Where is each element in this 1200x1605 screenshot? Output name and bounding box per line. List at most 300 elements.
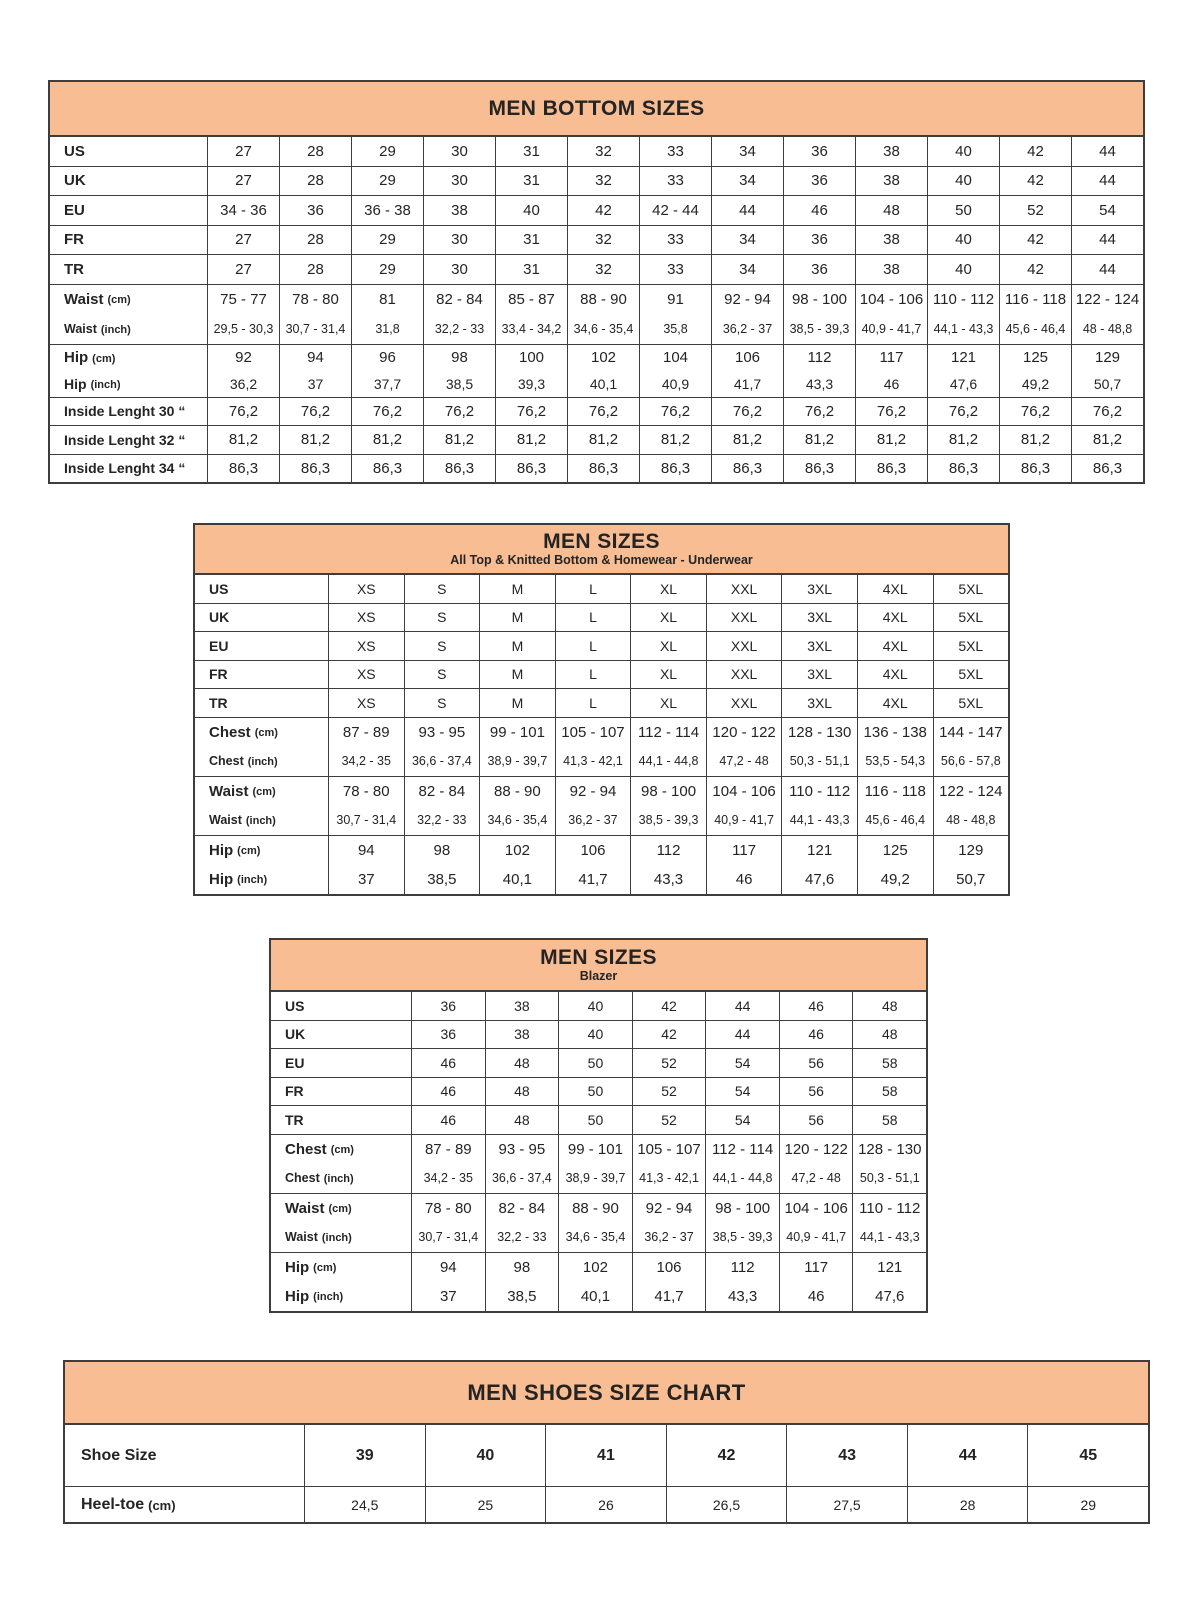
size-cell: 125 xyxy=(999,345,1071,371)
size-cell: 78 - 80 xyxy=(279,285,351,315)
size-cell: 46 xyxy=(779,1282,853,1311)
size-cell: 30,7 - 31,4 xyxy=(411,1223,485,1252)
size-cell: 82 - 84 xyxy=(423,285,495,315)
size-cell: 128 - 130 xyxy=(781,718,857,747)
table-title: MEN SIZES xyxy=(540,945,657,969)
size-cell: XXL xyxy=(706,661,782,689)
size-cell: 40,9 - 41,7 xyxy=(855,314,927,344)
row-label: UK xyxy=(209,609,230,626)
size-cell: 33 xyxy=(639,137,711,166)
size-cell: 78 - 80 xyxy=(411,1194,485,1223)
size-cell: 42 xyxy=(999,137,1071,166)
size-cell: 41,7 xyxy=(632,1282,706,1311)
size-cell: 29 xyxy=(351,255,423,284)
size-cell: 81,2 xyxy=(927,426,999,454)
size-cell: 28 xyxy=(279,226,351,255)
size-cell: 48 xyxy=(852,1021,926,1049)
size-cell: 122 - 124 xyxy=(1071,285,1143,315)
blazer-row-hip-cm xyxy=(271,1252,926,1282)
size-cell: 46 xyxy=(855,371,927,397)
size-cell: 81,2 xyxy=(567,426,639,454)
size-cell: 45,6 - 46,4 xyxy=(999,314,1071,344)
tops-row-waist-inch xyxy=(195,806,1008,835)
size-cell: 5XL xyxy=(933,689,1009,717)
size-cell: 5XL xyxy=(933,604,1009,632)
size-cell: 44,1 - 43,3 xyxy=(927,314,999,344)
size-cell: 87 - 89 xyxy=(328,718,404,747)
size-cell: 36,2 xyxy=(207,371,279,397)
size-cell: 104 xyxy=(639,345,711,371)
size-cell: XS xyxy=(328,575,404,603)
size-cell: 105 - 107 xyxy=(555,718,631,747)
size-cell: 76,2 xyxy=(783,398,855,426)
size-cell: XXL xyxy=(706,689,782,717)
size-cell: 4XL xyxy=(857,689,933,717)
size-cell: S xyxy=(404,632,480,660)
size-cell: L xyxy=(555,661,631,689)
size-cell: 86,3 xyxy=(423,455,495,483)
tops-row-hip-cm xyxy=(195,835,1008,865)
size-cell: 34 - 36 xyxy=(207,196,279,225)
size-cell: M xyxy=(479,575,555,603)
size-cell: 4XL xyxy=(857,661,933,689)
size-cell: 32 xyxy=(567,226,639,255)
size-cell: 92 - 94 xyxy=(632,1194,706,1223)
size-cell: 47,2 - 48 xyxy=(779,1164,853,1193)
size-cell: 76,2 xyxy=(999,398,1071,426)
size-cell: XL xyxy=(630,632,706,660)
row-label: Hip (cm) xyxy=(64,349,116,366)
size-cell: 96 xyxy=(351,345,423,371)
blazer-row-eu xyxy=(271,1048,926,1077)
table-subtitle: All Top & Knitted Bottom & Homewear - Underwear xyxy=(450,553,753,568)
bottoms-row-tr xyxy=(50,254,1143,284)
size-cell: 34 xyxy=(711,137,783,166)
blazer-row-chest-inch xyxy=(271,1164,926,1193)
size-cell: 5XL xyxy=(933,661,1009,689)
size-cell: 106 xyxy=(632,1253,706,1282)
blazer-row-chest-cm xyxy=(271,1134,926,1164)
size-cell: 34 xyxy=(711,255,783,284)
table-body xyxy=(65,1425,1148,1522)
size-cell: S xyxy=(404,604,480,632)
size-cell: 47,6 xyxy=(927,371,999,397)
size-cell: 100 xyxy=(495,345,567,371)
size-cell: 102 xyxy=(567,345,639,371)
size-cell: 81,2 xyxy=(783,426,855,454)
size-cell: 36 xyxy=(783,255,855,284)
size-cell: 45,6 - 46,4 xyxy=(857,806,933,835)
size-cell: 110 - 112 xyxy=(852,1194,926,1223)
size-cell: 39,3 xyxy=(495,371,567,397)
size-cell: 81,2 xyxy=(423,426,495,454)
size-cell: M xyxy=(479,661,555,689)
size-cell: 32 xyxy=(567,255,639,284)
size-cell: 91 xyxy=(639,285,711,315)
size-cell: 36 xyxy=(279,196,351,225)
size-cell: 36,2 - 37 xyxy=(555,806,631,835)
size-cell: 86,3 xyxy=(639,455,711,483)
size-cell: 76,2 xyxy=(423,398,495,426)
size-cell: 98 xyxy=(485,1253,559,1282)
size-cell: 33 xyxy=(639,167,711,196)
size-cell: 40,1 xyxy=(479,865,555,894)
bottoms-row-waist-inch xyxy=(50,314,1143,344)
table-body xyxy=(195,575,1008,894)
size-cell: 29 xyxy=(351,167,423,196)
size-cell: 40 xyxy=(558,992,632,1020)
size-cell: 94 xyxy=(279,345,351,371)
size-cell: 25 xyxy=(425,1487,546,1522)
row-label: Waist (inch) xyxy=(64,321,131,336)
size-cell: 40 xyxy=(558,1021,632,1049)
size-cell: 44 xyxy=(1071,255,1143,284)
table-header xyxy=(50,82,1143,137)
size-cell: 40 xyxy=(927,255,999,284)
size-cell: 42 xyxy=(632,992,706,1020)
size-cell: 112 - 114 xyxy=(705,1135,779,1164)
size-cell: 27 xyxy=(207,226,279,255)
size-cell: 47,6 xyxy=(852,1282,926,1311)
size-cell: 86,3 xyxy=(279,455,351,483)
size-cell: 112 xyxy=(630,836,706,865)
size-cell: 82 - 84 xyxy=(404,777,480,806)
size-cell: 56 xyxy=(779,1049,853,1077)
size-cell: 81,2 xyxy=(855,426,927,454)
row-label: Waist (cm) xyxy=(209,782,276,800)
size-cell: 88 - 90 xyxy=(567,285,639,315)
size-cell: 42 xyxy=(999,255,1071,284)
size-cell: 43,3 xyxy=(783,371,855,397)
size-cell: 94 xyxy=(328,836,404,865)
size-cell: 34,6 - 35,4 xyxy=(567,314,639,344)
size-cell: 38 xyxy=(855,226,927,255)
size-cell: 48 xyxy=(852,992,926,1020)
size-cell: 98 xyxy=(404,836,480,865)
table-title: MEN SIZES xyxy=(543,529,660,553)
size-cell: 52 xyxy=(632,1078,706,1106)
size-cell: 50,7 xyxy=(933,865,1009,894)
size-cell: L xyxy=(555,689,631,717)
row-label: TR xyxy=(209,694,228,711)
size-cell: 40,9 - 41,7 xyxy=(706,806,782,835)
row-label: Inside Lenght 30 “ xyxy=(64,403,186,420)
size-cell: S xyxy=(404,661,480,689)
size-cell: 38,5 xyxy=(404,865,480,894)
row-label: Inside Lenght 34 “ xyxy=(64,460,186,477)
men-sizes-blazer-table xyxy=(269,938,928,1313)
size-cell: 3XL xyxy=(781,689,857,717)
blazer-row-waist-cm xyxy=(271,1193,926,1223)
size-cell: 38 xyxy=(485,1021,559,1049)
size-cell: 28 xyxy=(279,137,351,166)
size-cell: 81,2 xyxy=(207,426,279,454)
size-cell: 76,2 xyxy=(855,398,927,426)
size-cell: 32 xyxy=(567,167,639,196)
tops-row-uk xyxy=(195,603,1008,632)
size-cell: 76,2 xyxy=(711,398,783,426)
size-cell: 50,3 - 51,1 xyxy=(781,747,857,776)
size-cell: 48 - 48,8 xyxy=(1071,314,1143,344)
size-cell: 5XL xyxy=(933,632,1009,660)
tops-row-fr xyxy=(195,660,1008,689)
row-label: US xyxy=(64,142,85,160)
size-cell: 94 xyxy=(411,1253,485,1282)
size-cell: 76,2 xyxy=(639,398,711,426)
row-label: UK xyxy=(64,172,86,190)
size-cell: 54 xyxy=(705,1049,779,1077)
size-cell: 38,5 xyxy=(423,371,495,397)
size-cell: 81,2 xyxy=(1071,426,1143,454)
size-cell: 37 xyxy=(411,1282,485,1311)
men-bottom-sizes-table xyxy=(48,80,1145,484)
size-cell: 30 xyxy=(423,137,495,166)
table-subtitle: Blazer xyxy=(579,969,618,984)
size-cell: 33 xyxy=(639,255,711,284)
size-cell: 86,3 xyxy=(927,455,999,483)
size-cell: 38 xyxy=(423,196,495,225)
row-label: US xyxy=(209,580,229,597)
size-cell: 98 - 100 xyxy=(630,777,706,806)
size-cell: 30,7 - 31,4 xyxy=(279,314,351,344)
size-cell: 44 xyxy=(705,1021,779,1049)
tops-row-eu xyxy=(195,631,1008,660)
size-cell: 26,5 xyxy=(666,1487,787,1522)
size-cell: 54 xyxy=(705,1078,779,1106)
size-cell: 31,8 xyxy=(351,314,423,344)
size-cell: 40,9 xyxy=(639,371,711,397)
size-cell: 85 - 87 xyxy=(495,285,567,315)
bottoms-row-inside-length-32 xyxy=(50,425,1143,454)
size-cell: 116 - 118 xyxy=(999,285,1071,315)
size-cell: 76,2 xyxy=(279,398,351,426)
row-label: Shoe Size xyxy=(81,1446,157,1464)
size-cell: 44,1 - 43,3 xyxy=(852,1223,926,1252)
size-cell: 31 xyxy=(495,226,567,255)
men-sizes-tops-table xyxy=(193,523,1010,896)
size-cell: 86,3 xyxy=(207,455,279,483)
size-cell: 78 - 80 xyxy=(328,777,404,806)
size-cell: 28 xyxy=(279,255,351,284)
size-cell: 110 - 112 xyxy=(927,285,999,315)
row-label: Chest (cm) xyxy=(209,723,278,741)
bottoms-row-fr xyxy=(50,225,1143,255)
size-cell: 33 xyxy=(639,226,711,255)
size-cell: 58 xyxy=(852,1106,926,1134)
size-cell: 92 - 94 xyxy=(555,777,631,806)
row-label: EU xyxy=(209,637,229,654)
size-cell: 42 - 44 xyxy=(639,196,711,225)
size-cell: 3XL xyxy=(781,604,857,632)
size-cell: 104 - 106 xyxy=(706,777,782,806)
size-cell: 50 xyxy=(558,1078,632,1106)
size-cell: L xyxy=(555,604,631,632)
row-label: Waist (cm) xyxy=(285,1199,352,1217)
size-cell: 42 xyxy=(999,226,1071,255)
blazer-row-us xyxy=(271,992,926,1020)
shoes-row-heel-toe xyxy=(65,1486,1148,1522)
size-cell: 31 xyxy=(495,255,567,284)
size-cell: XL xyxy=(630,661,706,689)
size-cell: 37 xyxy=(328,865,404,894)
size-cell: XS xyxy=(328,689,404,717)
size-cell: 120 - 122 xyxy=(779,1135,853,1164)
size-cell: L xyxy=(555,575,631,603)
size-cell: 110 - 112 xyxy=(781,777,857,806)
size-cell: XS xyxy=(328,604,404,632)
size-cell: 121 xyxy=(781,836,857,865)
bottoms-row-inside-length-30 xyxy=(50,397,1143,426)
size-cell: 27 xyxy=(207,137,279,166)
size-cell: 38,5 - 39,3 xyxy=(783,314,855,344)
bottoms-row-inside-length-34 xyxy=(50,454,1143,483)
size-cell: 37 xyxy=(279,371,351,397)
size-cell: 81,2 xyxy=(495,426,567,454)
size-cell: 32,2 - 33 xyxy=(485,1223,559,1252)
size-cell: 29 xyxy=(351,137,423,166)
size-cell: 44 xyxy=(705,992,779,1020)
size-cell: 24,5 xyxy=(304,1487,425,1522)
bottoms-row-eu xyxy=(50,195,1143,225)
bottoms-row-hip-cm xyxy=(50,344,1143,371)
size-cell: 86,3 xyxy=(351,455,423,483)
row-label: FR xyxy=(64,231,84,249)
size-cell: 40,1 xyxy=(567,371,639,397)
size-cell: 44 xyxy=(1071,167,1143,196)
size-cell: 86,3 xyxy=(567,455,639,483)
size-cell: 58 xyxy=(852,1078,926,1106)
row-label: Hip (inch) xyxy=(285,1287,344,1305)
size-cell: 120 - 122 xyxy=(706,718,782,747)
size-cell: 3XL xyxy=(781,632,857,660)
size-cell: 27 xyxy=(207,167,279,196)
size-cell: S xyxy=(404,689,480,717)
size-cell: 40 xyxy=(927,137,999,166)
size-cell: 81 xyxy=(351,285,423,315)
row-label: TR xyxy=(64,260,84,278)
tops-row-hip-inch xyxy=(195,865,1008,894)
row-label: Chest (inch) xyxy=(285,1171,354,1185)
size-cell: 144 - 147 xyxy=(933,718,1009,747)
size-cell: 48 xyxy=(485,1049,559,1077)
size-cell: 38 xyxy=(855,255,927,284)
table-header xyxy=(195,525,1008,575)
size-cell: 30,7 - 31,4 xyxy=(328,806,404,835)
size-cell: 98 - 100 xyxy=(783,285,855,315)
size-cell: 81,2 xyxy=(711,426,783,454)
blazer-row-hip-inch xyxy=(271,1282,926,1311)
size-cell: 52 xyxy=(632,1106,706,1134)
size-cell: 81,2 xyxy=(999,426,1071,454)
bottoms-row-uk xyxy=(50,166,1143,196)
size-cell: 34,6 - 35,4 xyxy=(479,806,555,835)
size-cell: 81,2 xyxy=(351,426,423,454)
size-cell: 44,1 - 44,8 xyxy=(630,747,706,776)
size-cell: 34 xyxy=(711,226,783,255)
size-cell: 43,3 xyxy=(705,1282,779,1311)
size-cell: 86,3 xyxy=(1071,455,1143,483)
size-cell: 98 xyxy=(423,345,495,371)
size-cell: 43 xyxy=(786,1425,907,1486)
size-cell: 102 xyxy=(558,1253,632,1282)
row-label: Waist (inch) xyxy=(209,813,276,827)
size-cell: 34,6 - 35,4 xyxy=(558,1223,632,1252)
bottoms-row-waist-cm xyxy=(50,284,1143,315)
size-cell: 34,2 - 35 xyxy=(328,747,404,776)
size-cell: 76,2 xyxy=(927,398,999,426)
size-cell: 35,8 xyxy=(639,314,711,344)
tops-row-tr xyxy=(195,688,1008,717)
size-cell: 29,5 - 30,3 xyxy=(207,314,279,344)
size-cell: 50 xyxy=(558,1106,632,1134)
size-cell: 48 xyxy=(485,1106,559,1134)
size-cell: 56 xyxy=(779,1078,853,1106)
size-cell: 4XL xyxy=(857,632,933,660)
size-cell: 112 - 114 xyxy=(630,718,706,747)
size-cell: 46 xyxy=(783,196,855,225)
size-cell: 40 xyxy=(927,226,999,255)
size-cell: 27,5 xyxy=(786,1487,907,1522)
size-cell: 50,3 - 51,1 xyxy=(852,1164,926,1193)
size-cell: 76,2 xyxy=(495,398,567,426)
size-cell: 129 xyxy=(933,836,1009,865)
size-cell: 42 xyxy=(666,1425,787,1486)
size-cell: 76,2 xyxy=(1071,398,1143,426)
table-body xyxy=(271,992,926,1311)
row-label: Heel-toe (cm) xyxy=(81,1495,176,1513)
size-cell: 121 xyxy=(852,1253,926,1282)
size-cell: 32 xyxy=(567,137,639,166)
size-cell: 128 - 130 xyxy=(852,1135,926,1164)
size-cell: XXL xyxy=(706,575,782,603)
size-cell: XXL xyxy=(706,604,782,632)
size-cell: 40,1 xyxy=(558,1282,632,1311)
size-cell: 28 xyxy=(907,1487,1028,1522)
size-cell: 54 xyxy=(705,1106,779,1134)
size-cell: 58 xyxy=(852,1049,926,1077)
size-cell: M xyxy=(479,632,555,660)
table-body xyxy=(50,137,1143,482)
size-cell: 75 - 77 xyxy=(207,285,279,315)
size-cell: 121 xyxy=(927,345,999,371)
size-cell: 44,1 - 44,8 xyxy=(705,1164,779,1193)
size-cell: 30 xyxy=(423,167,495,196)
size-cell: 36,2 - 37 xyxy=(632,1223,706,1252)
size-cell: 122 - 124 xyxy=(933,777,1009,806)
size-cell: 42 xyxy=(999,167,1071,196)
size-cell: 27 xyxy=(207,255,279,284)
size-cell: 30 xyxy=(423,226,495,255)
size-cell: 136 - 138 xyxy=(857,718,933,747)
size-cell: 112 xyxy=(783,345,855,371)
size-cell: 50 xyxy=(558,1049,632,1077)
size-cell: 125 xyxy=(857,836,933,865)
size-cell: 48 xyxy=(855,196,927,225)
size-cell: 44 xyxy=(1071,137,1143,166)
size-cell: 116 - 118 xyxy=(857,777,933,806)
size-cell: 46 xyxy=(779,992,853,1020)
size-cell: 30 xyxy=(423,255,495,284)
size-cell: 52 xyxy=(632,1049,706,1077)
size-cell: 38 xyxy=(485,992,559,1020)
size-cell: 76,2 xyxy=(207,398,279,426)
size-cell: 47,6 xyxy=(781,865,857,894)
row-label: US xyxy=(285,997,305,1014)
size-cell: 38 xyxy=(855,167,927,196)
row-label: Chest (inch) xyxy=(209,754,278,768)
size-cell: 46 xyxy=(411,1106,485,1134)
size-cell: 40 xyxy=(927,167,999,196)
